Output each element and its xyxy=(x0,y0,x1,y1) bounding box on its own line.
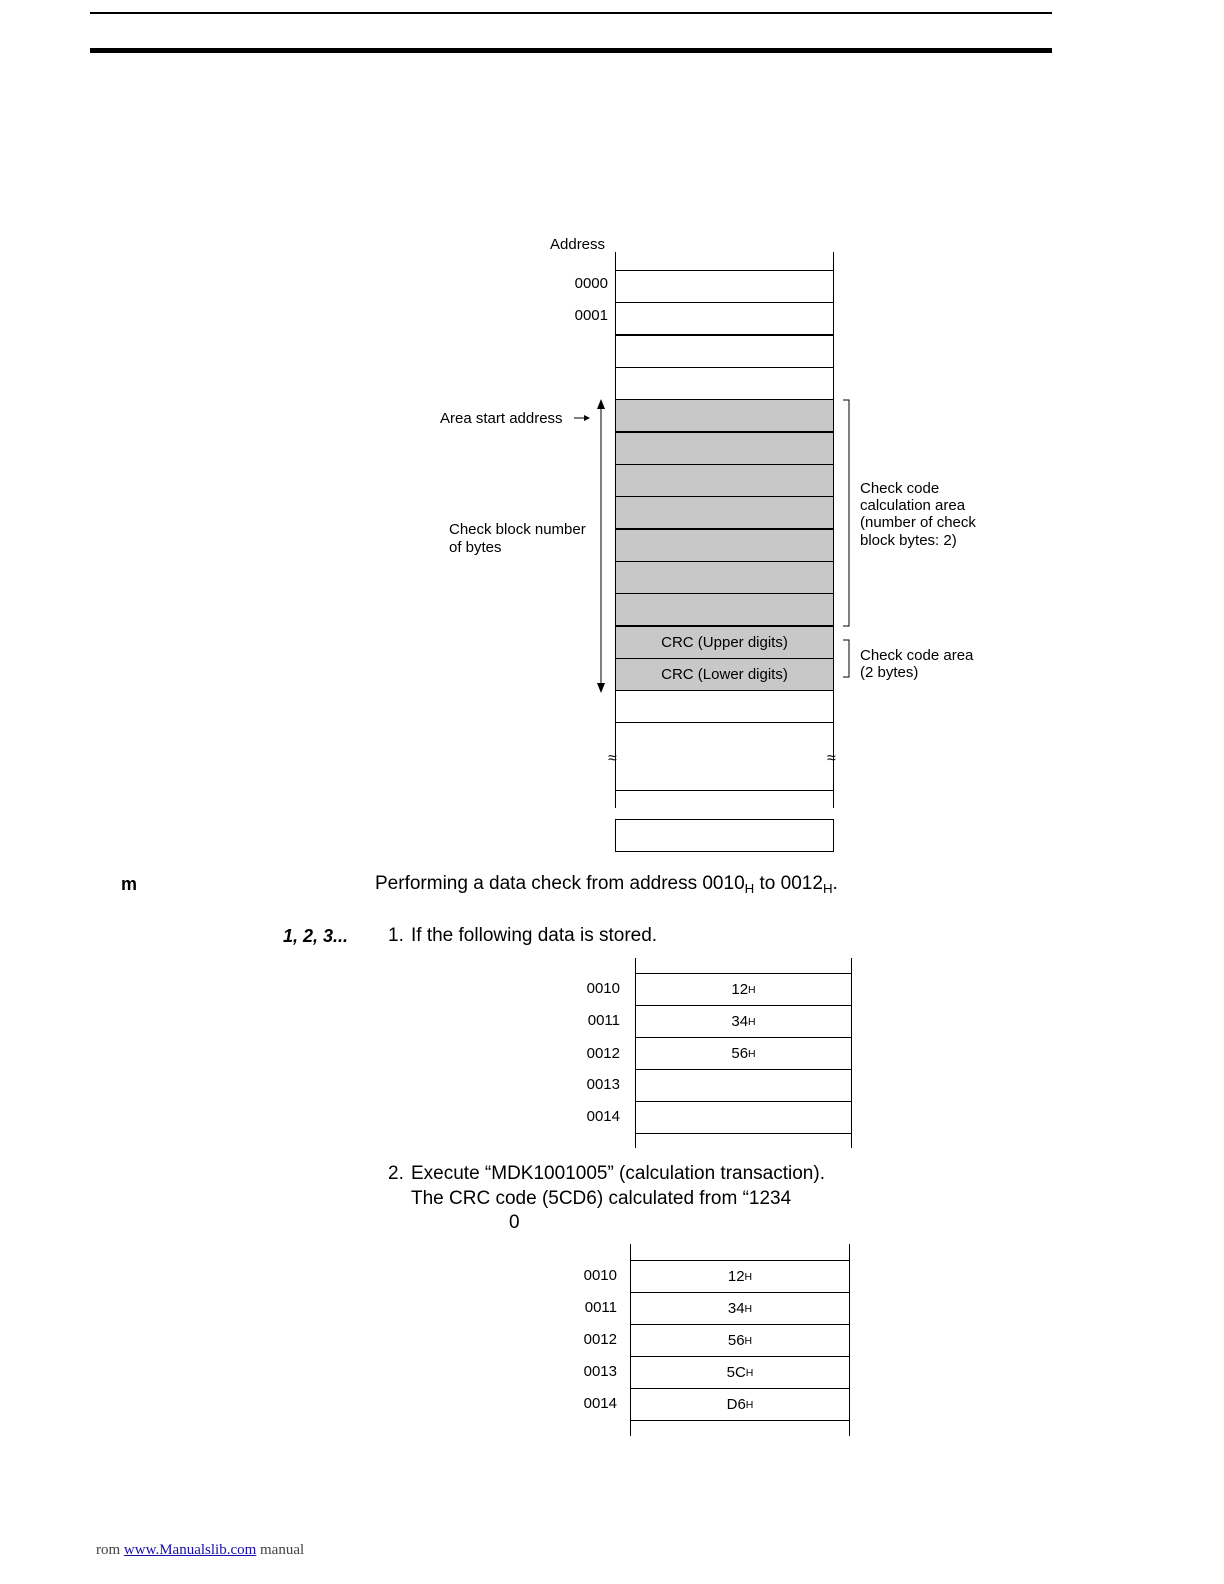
step2-number: 2. xyxy=(388,1163,404,1184)
memory-cell-shaded xyxy=(615,464,834,497)
address-label: 0001 xyxy=(574,307,608,324)
table-address: 0010 xyxy=(583,1267,617,1284)
table-cell: 12 H xyxy=(630,1260,850,1293)
step2-text-line3: 0 xyxy=(509,1212,520,1233)
table-cell xyxy=(635,1101,852,1134)
steps-marker: 1, 2, 3... xyxy=(283,926,349,946)
table-cell: 34 H xyxy=(630,1292,850,1325)
memory-cell-shaded xyxy=(615,561,834,594)
address-label: 0000 xyxy=(574,275,608,292)
check-code-area-label: (2 bytes) xyxy=(860,664,919,681)
calc-area-label: block bytes: 2) xyxy=(860,532,957,549)
table-address: 0012 xyxy=(583,1331,617,1348)
memory-cell xyxy=(615,302,834,335)
bracket-icon xyxy=(840,398,854,692)
step2-text: Execute “MDK1001005” (calculation transaction). xyxy=(411,1163,825,1184)
memory-cell-shaded xyxy=(615,593,834,626)
arrow-icon xyxy=(570,398,615,698)
step1-number: 1. xyxy=(388,925,404,946)
example-intro: Performing a data check from address $0010_H$ to $0012_H$. xyxy=(375,873,838,896)
header-rule-thin xyxy=(90,12,1052,14)
memory-cell-shaded xyxy=(615,529,834,562)
table-address: 0013 xyxy=(586,1076,620,1093)
memory-cell xyxy=(615,819,834,852)
calc-area-label: Check code xyxy=(860,480,940,497)
table-address: 0013 xyxy=(583,1363,617,1380)
memory-cell xyxy=(615,270,834,303)
table-cell: 56 H xyxy=(630,1324,850,1357)
table-cell xyxy=(635,1069,852,1102)
footer xyxy=(96,1542,304,1559)
memory-cell-shaded xyxy=(615,496,834,529)
table-cell: 12 H xyxy=(635,973,852,1006)
memory-cell xyxy=(615,367,834,400)
table-address: 0011 xyxy=(584,1299,617,1316)
table-address: 0014 xyxy=(583,1395,617,1412)
footer-prefix: rom xyxy=(96,1542,121,1558)
step1-text: If the following data is stored. xyxy=(411,925,658,946)
table-cell: 56 H xyxy=(635,1037,852,1070)
step2-text-line2: The CRC code (5CD6) calculated from “1234 xyxy=(411,1188,792,1209)
side-label: m xyxy=(121,874,138,894)
table-cell: D6 H xyxy=(630,1388,850,1421)
area-start-label: Area start address xyxy=(440,410,563,427)
break-symbol: ≈ xyxy=(827,750,836,767)
memory-cell xyxy=(615,335,834,368)
memory-cell-shaded xyxy=(615,399,834,432)
table-address: 0014 xyxy=(586,1108,620,1125)
calc-area-label: (number of check xyxy=(860,514,976,531)
memory-cell-edge xyxy=(615,790,834,792)
table-address: 0012 xyxy=(586,1045,620,1062)
break-symbol: ≈ xyxy=(608,750,617,767)
footer-link[interactable]: www.Manualslib.com xyxy=(123,1542,257,1558)
table-address: 0011 xyxy=(587,1012,620,1029)
address-header: Address xyxy=(550,236,606,253)
calc-area-label: calculation area xyxy=(860,497,966,514)
memory-cell xyxy=(615,690,834,723)
table-cell: 34 H xyxy=(635,1005,852,1038)
check-block-label: of bytes xyxy=(449,539,502,556)
crc-upper-cell: CRC (Upper digits) xyxy=(615,626,834,659)
check-code-area-label: Check code area xyxy=(860,647,974,664)
footer-suffix: manual xyxy=(260,1542,305,1558)
memory-cell-shaded xyxy=(615,432,834,465)
table-cell: 5C H xyxy=(630,1356,850,1389)
check-block-label: Check block number xyxy=(449,521,586,538)
table-address: 0010 xyxy=(586,980,620,997)
header-rule-thick xyxy=(90,48,1052,53)
crc-lower-cell: CRC (Lower digits) xyxy=(615,658,834,691)
